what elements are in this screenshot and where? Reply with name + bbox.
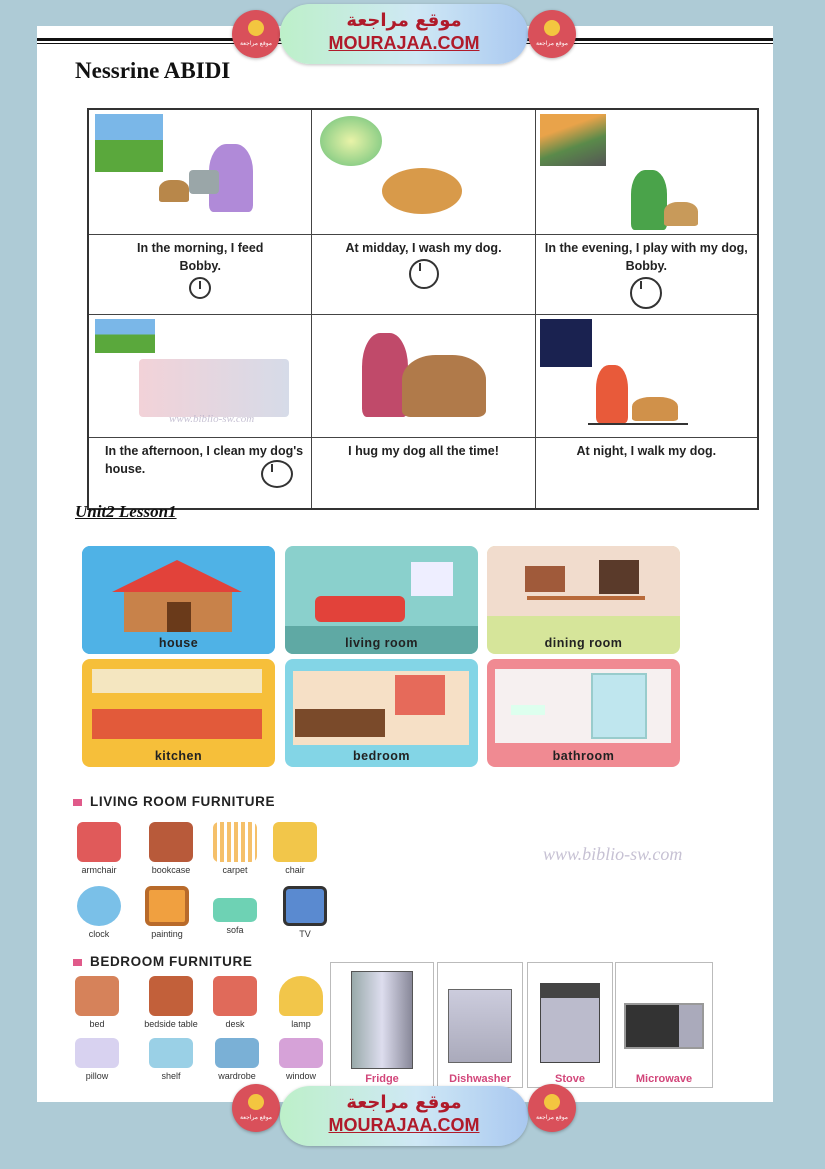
room-card-house (82, 546, 275, 654)
site-link[interactable]: MOURAJAA.COM (328, 33, 480, 53)
painting-icon (145, 886, 189, 926)
room-label: living room (345, 636, 418, 650)
routine-text-morning: In the morning, I feed Bobby. (88, 234, 312, 314)
chair-icon (273, 822, 317, 862)
site-banner-top[interactable]: موقع مراجعة MOURAJAA.COM (280, 4, 528, 64)
site-logo-icon[interactable]: موقع مراجعة (528, 1084, 576, 1132)
appliance-dishwasher: Dishwasher (437, 962, 523, 1088)
fridge-icon (351, 971, 413, 1069)
site-logo-icon[interactable]: موقع مراجعة (232, 1084, 280, 1132)
item-lamp: lamp (271, 976, 331, 1029)
wardrobe-icon (215, 1038, 259, 1068)
shelf-icon (149, 1038, 193, 1068)
clock-icon (77, 886, 121, 926)
room-label: bathroom (552, 749, 615, 763)
tv-icon (283, 886, 327, 926)
daily-routine-table (87, 108, 759, 510)
room-label: bedroom (353, 749, 410, 763)
site-link[interactable]: MOURAJAA.COM (328, 1115, 480, 1135)
appliance-microwave: Microwave (615, 962, 713, 1088)
item-pillow: pillow (67, 1038, 127, 1081)
item-clock: clock (69, 886, 129, 939)
bookcase-icon (149, 822, 193, 862)
desk-icon (213, 976, 257, 1016)
item-carpet: carpet (205, 822, 265, 875)
routine-text-afternoon: In the afternoon, I clean my dog's house. (88, 437, 312, 509)
stove-icon (540, 983, 600, 1063)
appliance-fridge: Fridge (330, 962, 434, 1088)
item-bed: bed (67, 976, 127, 1029)
afternoon-image (88, 314, 312, 437)
watermark: www.biblio-sw.com (543, 844, 683, 864)
bedroom-heading: BEDROOM FURNITURE (73, 954, 252, 969)
clock-icon (630, 277, 662, 309)
hug-image (312, 314, 535, 437)
dishwasher-icon (448, 989, 512, 1063)
living-room-heading: LIVING ROOM FURNITURE (73, 794, 275, 809)
microwave-icon (624, 1003, 704, 1049)
room-card-bedroom (285, 659, 478, 767)
item-sofa: sofa (205, 886, 265, 935)
appliance-stove: Stove (527, 962, 613, 1088)
item-chair: chair (265, 822, 325, 875)
item-painting: painting (137, 886, 197, 939)
armchair-icon (77, 822, 121, 862)
evening-image (535, 109, 758, 234)
item-bedside-table: bedside table (141, 976, 201, 1029)
window-icon (279, 1038, 323, 1068)
site-banner-bottom[interactable]: موقع مراجعة MOURAJAA.COM (280, 1086, 528, 1146)
watermark: www.biblio-sw.com (169, 412, 255, 425)
room-label: dining room (544, 636, 623, 650)
midday-image (312, 109, 535, 234)
site-logo-icon[interactable]: موقع مراجعة (232, 10, 280, 58)
routine-text-midday: At midday, I wash my dog. (312, 234, 535, 314)
routine-text-evening: In the evening, I play with my dog, Bobby. (535, 234, 758, 314)
item-wardrobe: wardrobe (207, 1038, 267, 1081)
worksheet-page (37, 26, 773, 1102)
pillow-icon (75, 1038, 119, 1068)
item-shelf: shelf (141, 1038, 201, 1081)
bedside-table-icon (149, 976, 193, 1016)
room-card-dining-room (487, 546, 680, 654)
routine-text-night: At night, I walk my dog. (535, 437, 758, 509)
item-window: window (271, 1038, 331, 1081)
author-name: Nessrine ABIDI (75, 58, 231, 83)
morning-image (88, 109, 312, 234)
carpet-icon (213, 822, 257, 862)
room-card-bathroom (487, 659, 680, 767)
routine-text-hug: I hug my dog all the time! (312, 437, 535, 509)
clock-icon (189, 277, 211, 299)
bed-icon (75, 976, 119, 1016)
room-card-kitchen (82, 659, 275, 767)
room-label: kitchen (154, 749, 203, 763)
site-logo-icon[interactable]: موقع مراجعة (528, 10, 576, 58)
item-tv: TV (275, 886, 335, 939)
room-card-living-room (285, 546, 478, 654)
clock-icon (409, 259, 439, 289)
item-desk: desk (205, 976, 265, 1029)
item-armchair: armchair (69, 822, 129, 875)
room-label: house (158, 636, 199, 650)
clock-icon (261, 460, 293, 488)
night-image (535, 314, 758, 437)
unit-title: Unit2 Lesson1 (75, 502, 177, 521)
item-bookcase: bookcase (141, 822, 201, 875)
sofa-icon (213, 898, 257, 922)
lamp-icon (279, 976, 323, 1016)
